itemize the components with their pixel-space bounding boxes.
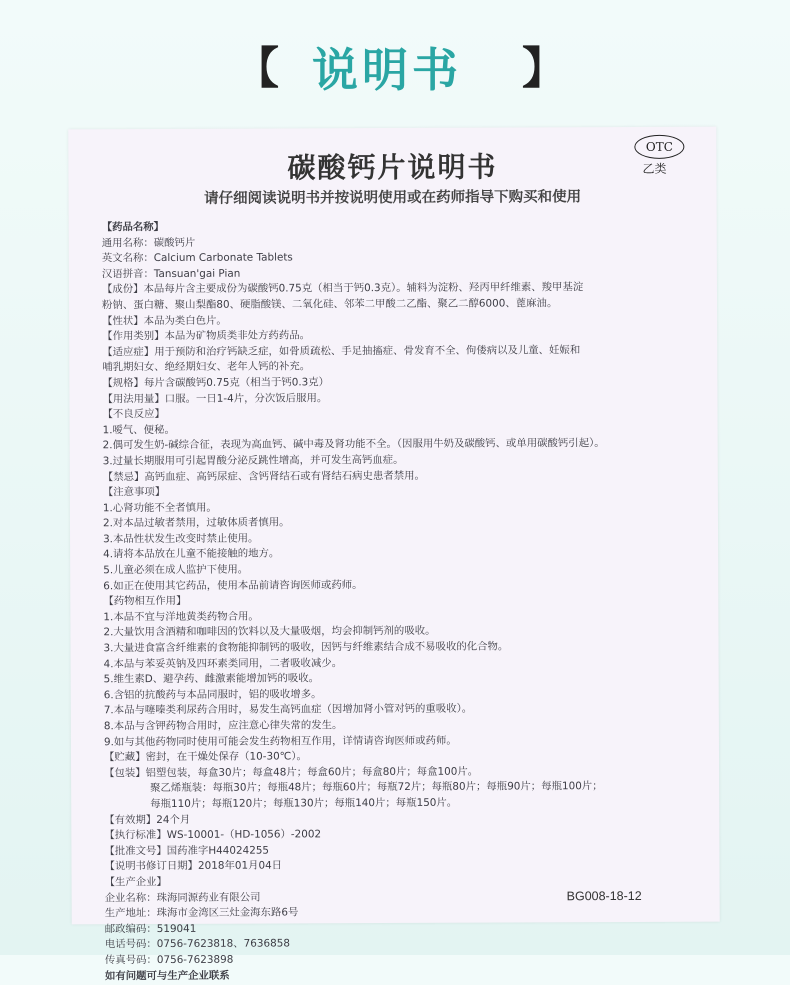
otc-badge: OTC bbox=[634, 135, 684, 159]
document-body bbox=[102, 218, 705, 985]
document-line: 英文名称：Calcium Carbonate Tablets bbox=[101, 251, 293, 265]
document-line: 通用名称：碳酸钙片 bbox=[101, 236, 196, 249]
document-line: 【作用类别】本品为矿物质类非处方药药品。 bbox=[102, 329, 311, 343]
document-line: 每瓶110片；每瓶120片；每瓶130片；每瓶140片；每瓶150片。 bbox=[150, 796, 458, 811]
page-header bbox=[0, 28, 790, 98]
document-line: 4.本品与苯妥英钠及四环素类同用，二者吸收减少。 bbox=[103, 656, 343, 670]
document-line: 企业名称：珠海同源药业有限公司 bbox=[104, 891, 261, 904]
document-title: 碳酸钙片说明书 bbox=[287, 150, 498, 185]
document-line: 哺乳期妇女、绝经期妇女、老年人钙的补充。 bbox=[102, 360, 311, 374]
document-line: 4.请将本品放在儿童不能接触的地方。 bbox=[103, 547, 280, 561]
document-line: 3.本品性状发生改变时禁止使用。 bbox=[103, 532, 259, 546]
document-line: 6.含铝的抗酸药与本品同服时，铝的吸收增多。 bbox=[103, 688, 322, 702]
document-line: 如有问题可与生产企业联系 bbox=[104, 969, 230, 982]
document-line: 【贮藏】密封，在干燥处保存（10-30℃）。 bbox=[103, 750, 307, 764]
right-bracket: 】 bbox=[522, 43, 566, 94]
document-line: 2.对本品过敏者禁用，过敏体质者慎用。 bbox=[102, 516, 290, 530]
document-line: 粉钠、蛋白糖、聚山梨酯80、硬脂酸镁、二氧化硅、邻苯二甲酸二乙酯、聚乙二醇6000、蓖麻油。 bbox=[102, 297, 558, 312]
document-line: 1.本品不宜与洋地黄类药物合用。 bbox=[103, 610, 259, 624]
document-line: 【生产企业】 bbox=[104, 875, 167, 889]
document-line: 【不良反应】 bbox=[102, 408, 165, 421]
document-line: 2.偶可发生奶-碱综合征，表现为高血钙、碱中毒及肾功能不全。（因服用牛奶及碳酸钙、或单用碳酸钙引起）。 bbox=[102, 437, 605, 452]
document-line: 邮政编码：519041 bbox=[104, 922, 197, 935]
document-line: 【规格】每片含碳酸钙0.75克（相当于钙0.3克） bbox=[102, 376, 330, 390]
document-line: 【执行标准】WS-10001-（HD-1056）-2002 bbox=[104, 828, 322, 842]
document-subtitle: 请仔细阅读说明书并按说明使用或在药师指导下购买和使用 bbox=[204, 189, 582, 207]
document-line: 【禁忌】高钙血症、高钙尿症、含钙肾结石或有肾结石病史患者禁用。 bbox=[102, 469, 425, 483]
document-line: 【药物相互作用】 bbox=[103, 595, 187, 608]
document-line: 【药品名称】 bbox=[101, 221, 165, 234]
document-line: 3.大量进食富含纤维素的食物能抑制钙的吸收，因钙与纤维素结合成不易吸收的化合物。 bbox=[103, 640, 509, 655]
document-line: 生产地址：珠海市金湾区三灶金海东路6号 bbox=[104, 906, 299, 920]
document-line: 【用法用量】口服。一日1-4片，分次饭后服用。 bbox=[102, 391, 328, 405]
document-line: 汉语拼音：Tansuan'gai Pian bbox=[101, 267, 241, 281]
document-line: 6.如正在使用其它药品，使用本品前请咨询医师或药师。 bbox=[103, 578, 363, 592]
document-line: 7.本品与噻嗪类利尿药合用时，易发生高钙血症（因增加肾小管对钙的重吸收）。 bbox=[103, 703, 473, 717]
document-line: 【适应症】用于预防和治疗钙缺乏症，如骨质疏松、手足抽搐症、骨发育不全、佝偻病以及儿童、妊娠和 bbox=[102, 343, 581, 359]
left-bracket: 【 bbox=[235, 43, 279, 94]
document-line: 【包装】铝塑包装，每盒30片；每盒48片；每盒60片；每盒80片；每盒100片。 bbox=[104, 765, 479, 780]
document-line: 2.大量饮用含酒精和咖啡因的饮料以及大量吸烟，均会抑制钙剂的吸收。 bbox=[103, 625, 436, 639]
document-line: 【说明书修订日期】2018年01月04日 bbox=[104, 859, 283, 873]
document-line: 【性状】本品为类白色片。 bbox=[102, 314, 227, 327]
category-label: 乙类 bbox=[642, 161, 667, 176]
document-code: BG008-18-12 bbox=[566, 888, 642, 904]
document-line: 5.维生素D、避孕药、雌激素能增加钙的吸收。 bbox=[103, 672, 320, 686]
document-line: 传真号码：0756-7623898 bbox=[104, 953, 234, 967]
instruction-sheet bbox=[68, 127, 719, 982]
document-line: 3.过量长期服用可引起胃酸分泌反跳性增高，并可发生高钙血症。 bbox=[102, 453, 404, 468]
document-line: 1.心肾功能不全者慎用。 bbox=[102, 501, 217, 514]
document-line: 聚乙烯瓶装：每瓶30片；每瓶48片；每瓶60片；每瓶72片；每瓶80片；每瓶90片；每瓶100片； bbox=[150, 780, 603, 795]
document-line: 电话号码：0756-7623818、7636858 bbox=[104, 937, 290, 951]
document-line: 【成份】本品每片含主要成份为碳酸钙0.75克（相当于钙0.3克）。辅料为淀粉、羟丙甲纤维素、羧甲基淀 bbox=[101, 281, 584, 296]
document-line: 【批准文号】国药准字H44024255 bbox=[104, 844, 270, 858]
document-line: 5.儿童必须在成人监护下使用。 bbox=[103, 563, 249, 577]
document-line: 【注意事项】 bbox=[102, 486, 166, 499]
document-line: 【有效期】24个月 bbox=[104, 813, 191, 826]
document-line: 8.本品与含钾药物合用时，应注意心律失常的发生。 bbox=[103, 719, 343, 733]
document-line: 9.如与其他药物同时使用可能会发生药物相互作用，详情请咨询医师或药师。 bbox=[103, 734, 457, 748]
banner-title: 说明书 bbox=[312, 43, 462, 97]
document-line: 1.嗳气、便秘。 bbox=[102, 423, 175, 436]
